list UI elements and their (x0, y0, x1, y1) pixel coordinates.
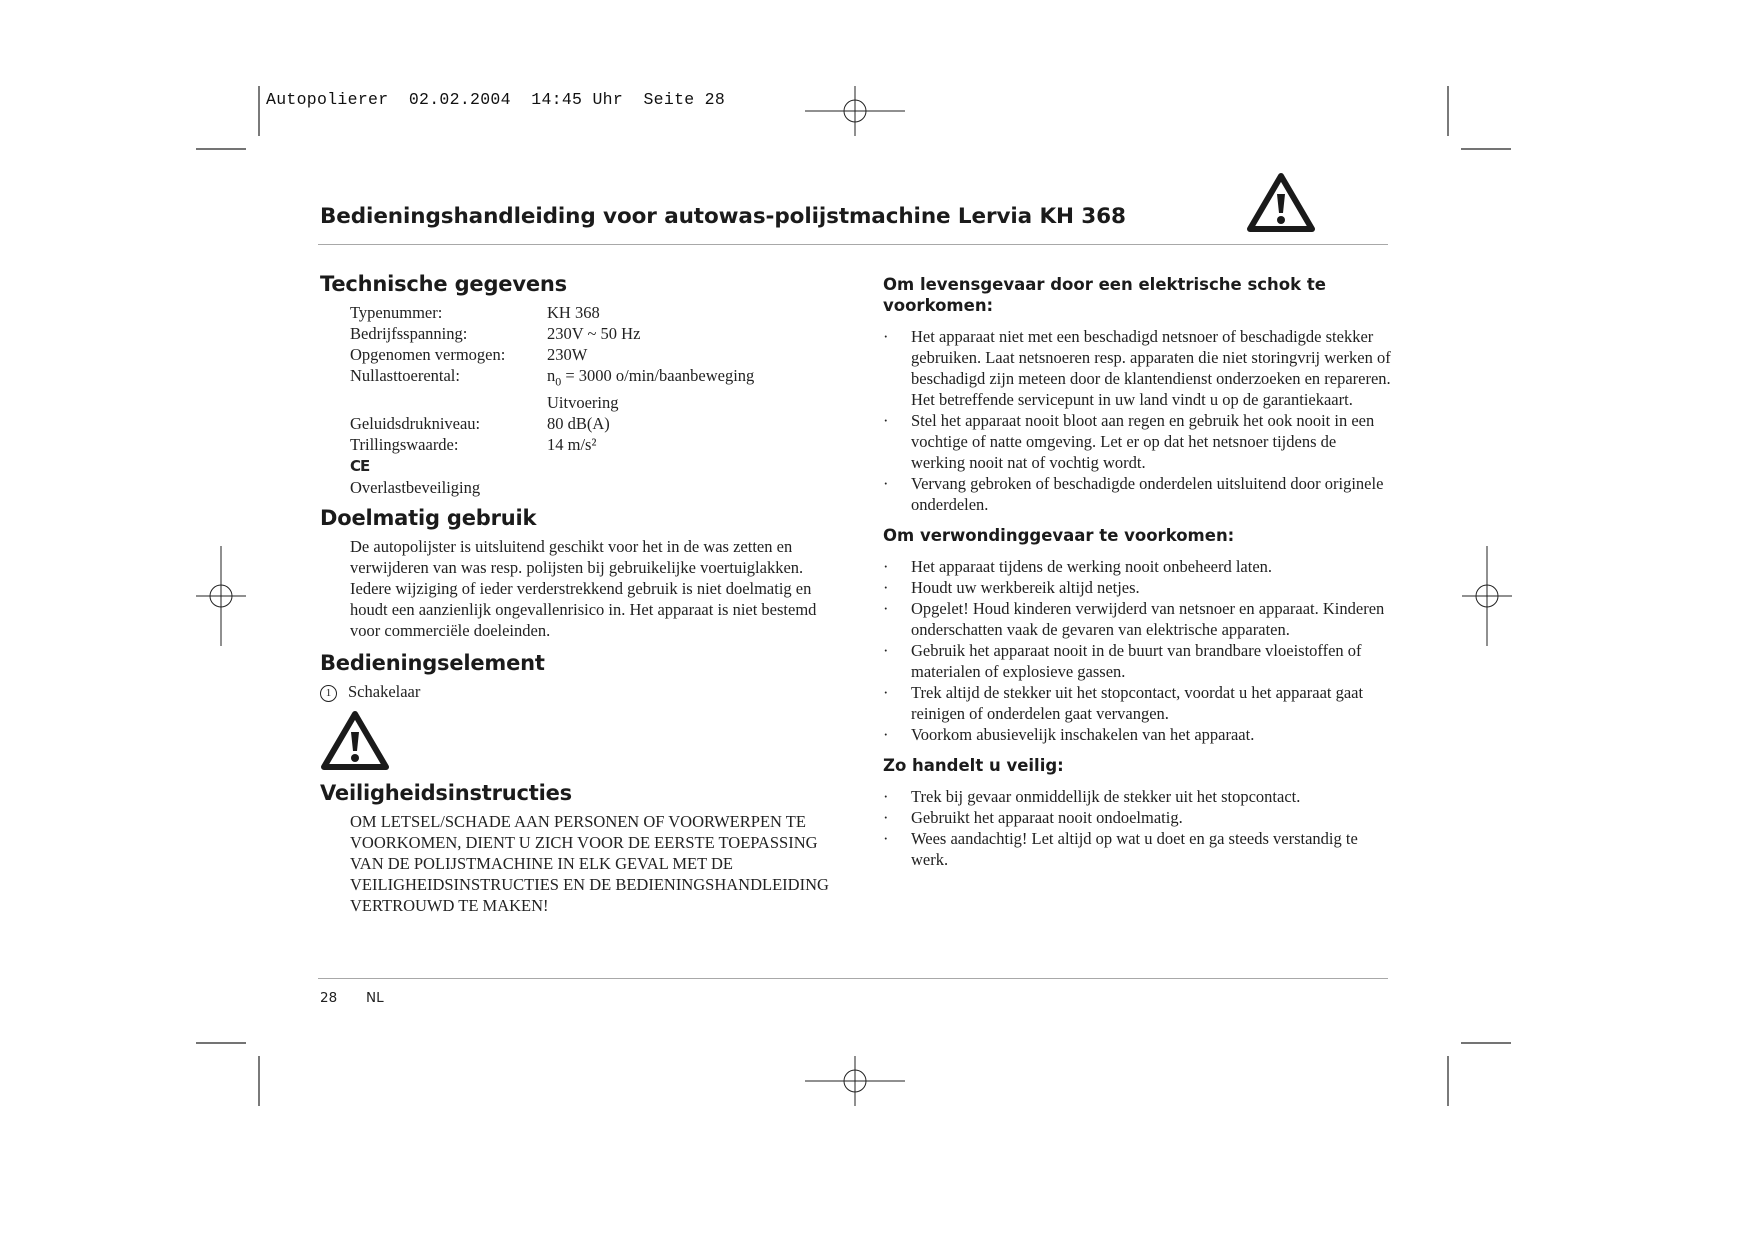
document-title: Bedieningshandleiding voor autowas-polijstmachine Lervia KH 368 (320, 204, 1126, 229)
language-code: NL (366, 990, 384, 1006)
list-item: · Houdt uw werkbereik altijd netjes. (883, 577, 1393, 598)
left-column (320, 272, 840, 916)
control-item (320, 681, 840, 702)
list-item: · Gebruik het apparaat nooit in de buurt van brandbare vloeistoffen of materialen of explosieve gassen. (883, 640, 1393, 682)
ce-mark-icon: CE (350, 457, 370, 476)
overload-protection: Overlastbeveiliging (350, 478, 481, 498)
list-item: · Stel het apparaat nooit bloot aan regen en gebruik het ook nooit in een vochtige of natte omgeving. Let er op dat het netsnoer tijdens de werking nooit nat of vochtig wordt. (883, 410, 1393, 473)
intended-use-heading: Doelmatig gebruik (320, 506, 537, 531)
electric-shock-heading: Om levensgevaar door een elektrische schok te voorkomen: (883, 275, 1326, 315)
control-item-label: Schakelaar (348, 682, 421, 702)
spec-row: Opgenomen vermogen: 230W (350, 345, 588, 364)
list-item: · Het apparaat tijdens de werking nooit onbeheerd laten. (883, 556, 1393, 577)
print-slug-header: Autopolierer 02.02.2004 14:45 Uhr Seite 28 (266, 90, 726, 109)
list-item: · Gebruikt het apparaat nooit ondoelmatig. (883, 807, 1393, 828)
warning-triangle-icon (1246, 172, 1316, 233)
list-item: · Voorkom abusievelijk inschakelen van het apparaat. (883, 724, 1393, 745)
spec-row: Bedrijfsspanning: 230V ~ 50 Hz (350, 324, 641, 343)
registration-mark-icon (1462, 546, 1512, 646)
intended-use-text: De autopolijster is uitsluitend geschikt voor het in de was zetten en verwijderen van was resp. polijsten bij gebruikelijke voertuiglakken. Iedere wijziging of ieder verderstrekkend gebruik is niet doelmatig en houdt een aanzienlijk ongevallenrisico in. Het apparaat is niet bestemd voor commerciële doeleinden. (350, 537, 817, 641)
warning-triangle-icon (320, 710, 390, 771)
safe-behavior-heading: Zo handelt u veilig: (883, 756, 1064, 775)
registration-mark-icon (196, 546, 246, 646)
spec-row: Nullasttoerental: $n_0 = 3000$ o/min/baanbeweging (350, 366, 755, 389)
footer-divider (318, 978, 1388, 979)
registration-mark-icon (805, 1056, 905, 1106)
injury-list (883, 556, 1393, 745)
injury-heading: Om verwondinggevaar te voorkomen: (883, 526, 1235, 545)
technical-data-heading: Technische gegevens (320, 272, 567, 296)
electric-shock-list (883, 326, 1393, 515)
list-item: · Het apparaat niet met een beschadigd netsnoer of beschadigde stekker gebruiken. Laat netsnoeren resp. apparaten die niet storingvrij werken of beschadigd zijn meteen door de klantendienst onderzoeken en repareren. Het betreffende servicepunt in uw land vindt u op de garantiekaart. (883, 326, 1393, 410)
page-number: 28 (320, 990, 338, 1006)
header-divider (318, 244, 1388, 245)
list-item: · Trek bij gevaar onmiddellijk de stekker uit het stopcontact. (883, 786, 1393, 807)
safe-behavior-list (883, 786, 1393, 870)
list-item: · Trek altijd de stekker uit het stopcontact, voordat u het apparaat gaat reinigen of onderdelen gaat vervangen. (883, 682, 1393, 724)
registration-mark-icon (805, 86, 905, 136)
safety-instructions-heading: Veiligheidsinstructies (320, 781, 572, 806)
technical-data-table (350, 302, 754, 455)
spec-row: Typenummer: KH 368 (350, 303, 600, 322)
safety-instructions-text: OM LETSEL/SCHADE AAN PERSONEN OF VOORWERPEN TE VOORKOMEN, DIENT U ZICH VOOR DE EERSTE TOEPASSING VAN DE POLIJSTMACHINE IN ELK GEVAL MET DE VEILIGHEIDSINSTRUCTIES EN DE BEDIENINGSHANDLEIDING VERTROUWD TE MAKEN! (350, 812, 829, 916)
spec-row: Uitvoering (547, 393, 619, 413)
right-column (883, 274, 1393, 870)
number-badge: 1 (320, 685, 337, 702)
control-element-heading: Bedieningselement (320, 651, 545, 676)
list-item: · Wees aandachtig! Let altijd op wat u doet en ga steeds verstandig te werk. (883, 828, 1393, 870)
spec-row: Trillingswaarde: 14 m/s² (350, 435, 597, 455)
spec-row: Geluidsdrukniveau: 80 dB(A) (350, 414, 610, 434)
list-item: · Opgelet! Houd kinderen verwijderd van netsnoer en apparaat. Kinderen onderschatten vaak de gevaren van elektrische apparaten. (883, 598, 1393, 640)
list-item: · Vervang gebroken of beschadigde onderdelen uitsluitend door originele onderdelen. (883, 473, 1393, 515)
